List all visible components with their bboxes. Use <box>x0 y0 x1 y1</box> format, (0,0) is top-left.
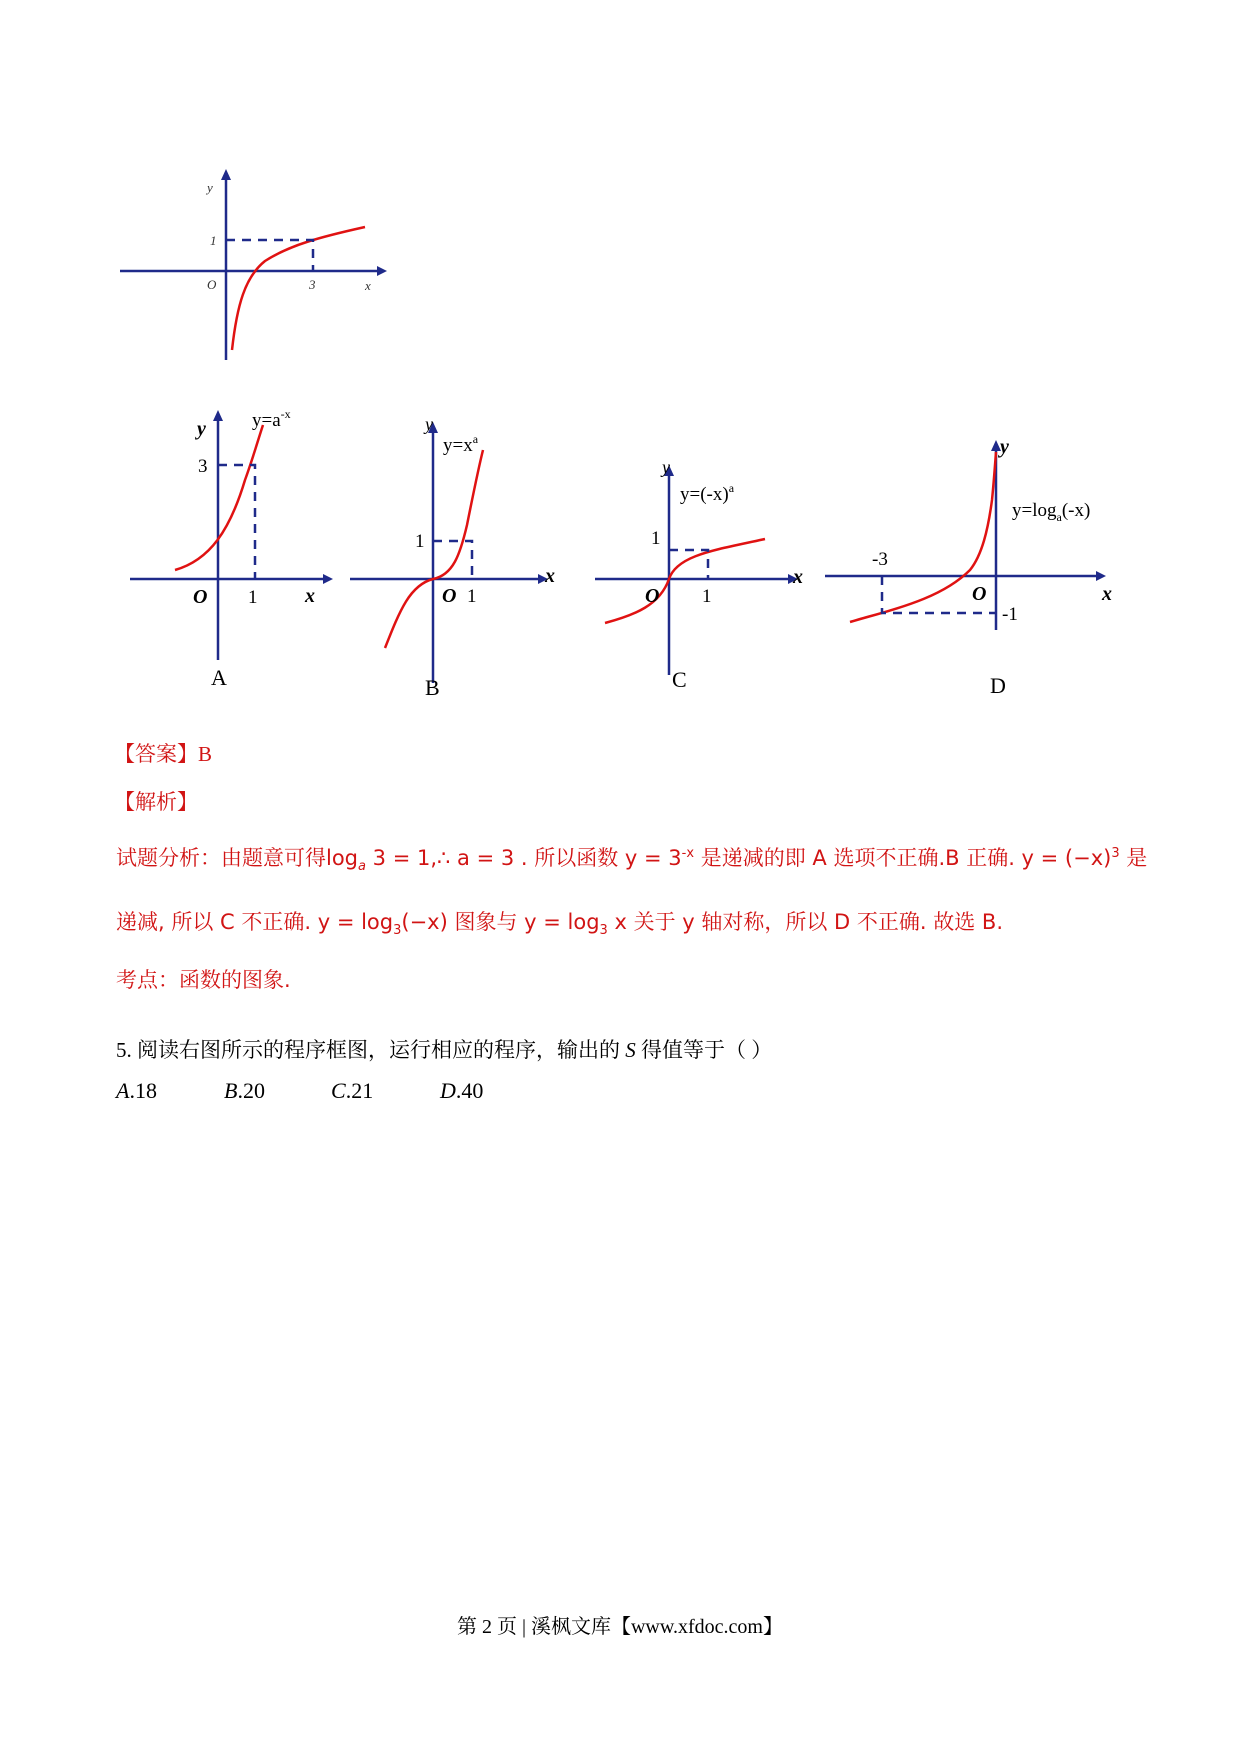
x-arrow-icon <box>1096 571 1106 581</box>
x-label: x <box>1102 583 1112 605</box>
graph-option-c <box>585 455 825 705</box>
y-tick: 1 <box>415 531 425 552</box>
y-arrow-icon <box>221 169 231 180</box>
origin-label: O <box>972 583 987 605</box>
option-d: D.40 <box>440 1078 484 1103</box>
formula: $y=a^{-x}$ <box>252 407 291 431</box>
y-tick: -1 <box>1002 604 1018 625</box>
x-tick: 1 <box>248 587 258 608</box>
x-label: x <box>793 566 803 588</box>
caption: B <box>425 675 440 700</box>
answer-line <box>114 738 212 768</box>
x-tick: 1 <box>467 586 477 607</box>
x-arrow-icon <box>323 574 333 584</box>
top-origin: O <box>207 277 217 292</box>
x-label: x <box>305 585 315 607</box>
caption: D <box>990 673 1006 698</box>
top-x-label: x <box>365 278 371 293</box>
formula: $y=x^a$ <box>443 432 479 456</box>
analysis-line-2: 递减, 所以 C 不正确. $y = \log_3(-x)$ 图象与 $y = \log_3 x$ 关于 y 轴对称，所以 D 不正确. 故选 B. <box>116 910 1004 939</box>
question-var: S <box>625 1038 636 1062</box>
graph-option-b <box>345 405 565 705</box>
log-curve <box>232 227 365 350</box>
analysis-line-1: 试题分析：由题意可得$\log_a 3$ = 1,∴ a = 3 . 所以函数 $y = 3^{-x}$ 是递减的即 A 选项不正确.B 正确. $y = (-x)^3$ 是 <box>116 846 1148 875</box>
caption: C <box>672 667 687 692</box>
guide-dash <box>218 465 255 579</box>
answer-value: B <box>198 742 213 766</box>
x-tick: 1 <box>702 586 712 607</box>
top-y-tick: 1 <box>210 233 217 248</box>
x-tick: -3 <box>872 549 888 570</box>
top-graph <box>115 165 395 365</box>
y-label: y <box>662 457 670 477</box>
caption: A <box>211 665 227 690</box>
option-c: C.21 <box>331 1078 374 1103</box>
origin-label: O <box>442 585 457 607</box>
origin-label: O <box>193 586 208 608</box>
analysis-label: 【解析】 <box>114 790 198 814</box>
page-footer: 第 2 页 | 溪枫文库【www.xfdoc.com】 <box>456 1616 783 1638</box>
analysis-point: 考点：函数的图象. <box>116 968 291 992</box>
formula: $y=(-x)^a$ <box>680 481 735 505</box>
answer-label: 【答案】 <box>114 742 198 766</box>
graph-option-a <box>125 400 345 700</box>
y-arrow-icon <box>213 410 223 421</box>
x-arrow-icon <box>377 266 387 276</box>
y-tick: 1 <box>651 528 661 549</box>
formula: $y=\log_a(-x)$ <box>1012 500 1091 524</box>
guide-dash <box>433 541 472 579</box>
option-b: B.20 <box>224 1078 265 1103</box>
option-a: A.18 <box>116 1078 157 1103</box>
y-tick: 3 <box>198 456 208 477</box>
origin-label: O <box>645 585 660 607</box>
y-label: y <box>425 414 433 434</box>
y-label: y <box>197 418 206 440</box>
top-y-label: y <box>207 180 213 195</box>
graph-option-d <box>820 430 1120 710</box>
y-label: y <box>1000 436 1009 458</box>
x-label: x <box>545 565 555 587</box>
top-x-tick: 3 <box>309 277 316 292</box>
question-5: 5. 阅读右图所示的程序框图，运行相应的程序，输出的 S 得值等于（ ） <box>116 1038 773 1062</box>
curve-c <box>605 539 765 623</box>
